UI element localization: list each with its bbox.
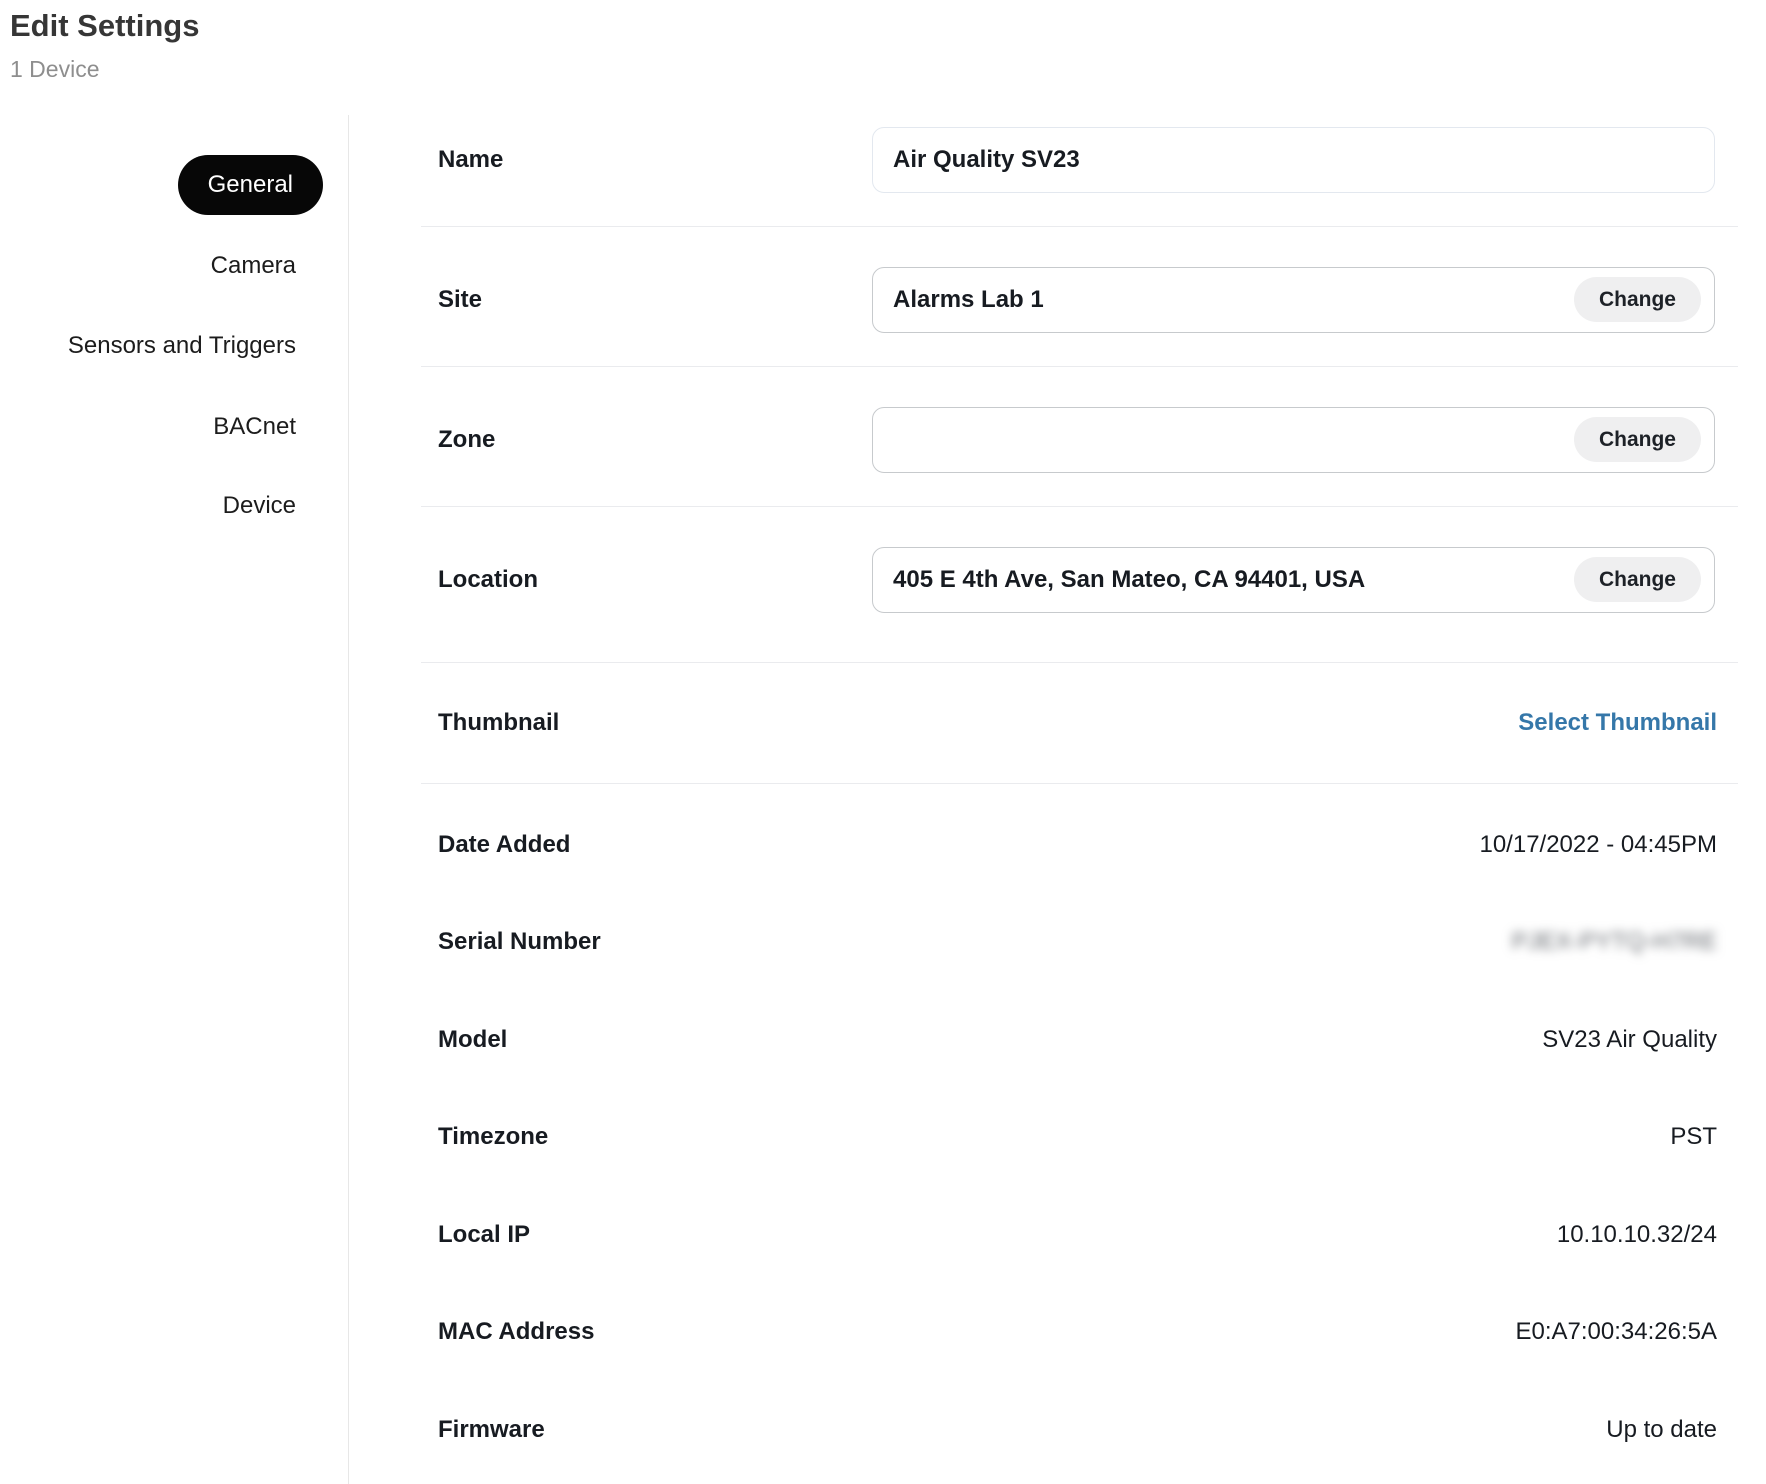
name-input[interactable] <box>872 127 1715 193</box>
serial-number-value: PJEX-PYTQ-H7RE <box>1511 928 1717 955</box>
date-added-label: Date Added <box>438 831 571 858</box>
sidebar-divider <box>348 115 349 1484</box>
row-divider <box>421 506 1738 507</box>
site-field <box>872 267 1715 333</box>
date-added-value: 10/17/2022 - 04:45PM <box>1479 831 1717 858</box>
device-count: 1 Device <box>10 56 100 82</box>
row-divider <box>421 366 1738 367</box>
location-change-button[interactable]: Change <box>1574 557 1701 602</box>
zone-change-button[interactable]: Change <box>1574 417 1701 462</box>
select-thumbnail-link[interactable]: Select Thumbnail <box>1518 709 1717 736</box>
location-value: 405 E 4th Ave, San Mateo, CA 94401, USA <box>893 566 1366 593</box>
tab-general[interactable]: General <box>178 155 323 215</box>
timezone-label: Timezone <box>438 1123 549 1150</box>
firmware-value: Up to date <box>1606 1416 1717 1443</box>
timezone-value: PST <box>1670 1123 1717 1150</box>
location-field <box>872 547 1715 613</box>
mac-address-label: MAC Address <box>438 1318 595 1345</box>
location-label: Location <box>438 566 538 593</box>
row-divider <box>421 226 1738 227</box>
local-ip-label: Local IP <box>438 1221 531 1248</box>
serial-number-label: Serial Number <box>438 928 601 955</box>
zone-label: Zone <box>438 426 496 453</box>
settings-sidebar <box>0 0 296 1484</box>
local-ip-value: 10.10.10.32/24 <box>1556 1221 1717 1248</box>
tab-bacnet[interactable]: BACnet <box>213 413 296 440</box>
site-value: Alarms Lab 1 <box>893 286 1044 313</box>
thumbnail-label: Thumbnail <box>438 709 560 736</box>
firmware-label: Firmware <box>438 1416 545 1443</box>
tab-camera[interactable]: Camera <box>210 252 296 279</box>
row-divider <box>421 662 1738 663</box>
name-label: Name <box>438 146 504 173</box>
site-change-button[interactable]: Change <box>1574 277 1701 322</box>
tab-device[interactable]: Device <box>222 492 296 519</box>
row-divider <box>421 783 1738 784</box>
model-value: SV23 Air Quality <box>1542 1026 1717 1053</box>
mac-address-value: E0:A7:00:34:26:5A <box>1515 1318 1717 1345</box>
page-title: Edit Settings <box>10 8 200 43</box>
zone-field <box>872 407 1715 473</box>
site-label: Site <box>438 286 483 313</box>
tab-sensors-and-triggers[interactable]: Sensors and Triggers <box>67 332 296 359</box>
model-label: Model <box>438 1026 508 1053</box>
